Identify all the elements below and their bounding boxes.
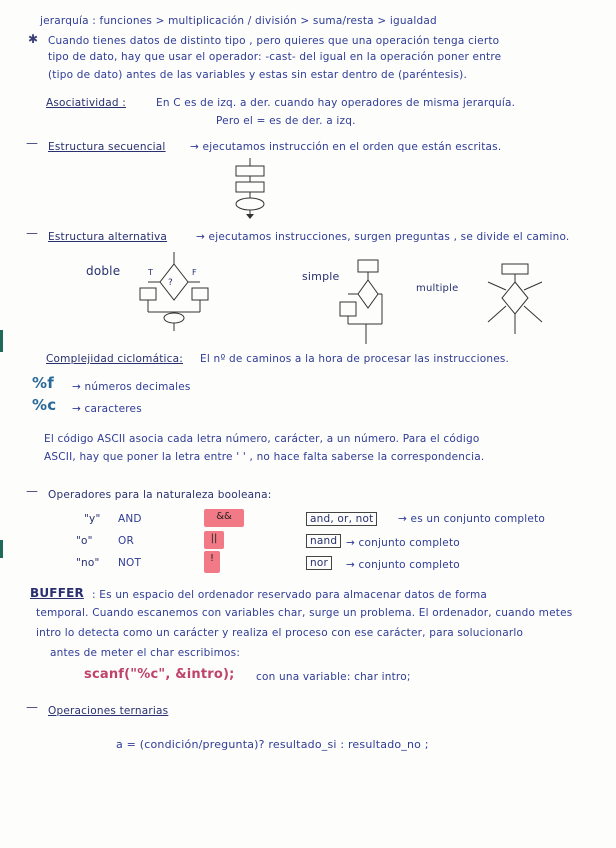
doble-t: T — [148, 268, 154, 277]
set-desc-2: → conjunto completo — [346, 537, 460, 549]
format-desc-c: → caracteres — [72, 403, 142, 415]
operators-label: Operadores para la naturaleza booleana: — [48, 489, 272, 501]
scanf-code: scanf("%c", &intro); — [84, 667, 235, 682]
op-symbol-and: && — [204, 509, 244, 527]
op-symbol-or: || — [204, 531, 224, 549]
doble-f: F — [192, 268, 197, 277]
margin-mark — [0, 540, 3, 558]
buffer-line-1: : Es un espacio del ordenador reservado para almacenar datos de forma — [92, 589, 488, 601]
simple-label: simple — [302, 270, 340, 283]
note-line-2: tipo de dato, hay que usar el operador: -cast- del igual en la operación poner entre — [48, 51, 502, 63]
op-name-or: OR — [118, 535, 134, 547]
set-and-or-not: and, or, not — [306, 512, 377, 526]
op-name-and: AND — [118, 513, 142, 525]
format-code-f: %f — [32, 374, 54, 392]
op-word-or: "o" — [76, 535, 93, 547]
buffer-line-2: temporal. Cuando escanemos con variables char, surge un problema. El ordenador, cuando metes — [36, 607, 573, 619]
associativity-line-1: En C es de izq. a der. cuando hay operadores de misma jerarquía. — [156, 97, 516, 109]
dash-icon: — — [26, 700, 38, 714]
dash-icon: — — [26, 226, 38, 240]
doble-flowchart — [136, 252, 212, 332]
buffer-line-3: intro lo detecta como un carácter y realiza el proceso con ese carácter, para solucionarlo — [36, 627, 524, 639]
set-desc-1: → es un conjunto completo — [398, 513, 546, 525]
alternative-text: → ejecutamos instrucciones, surgen preguntas , se divide el camino. — [196, 231, 570, 243]
alternative-label: Estructura alternativa — [48, 231, 168, 243]
dash-icon: — — [26, 484, 38, 498]
sequential-text: → ejecutamos instrucción en el orden que están escritas. — [190, 141, 502, 153]
ternary-expression: a = (condición/pregunta)? resultado_si : resultado_no ; — [116, 738, 429, 751]
dash-icon: — — [26, 136, 38, 150]
associativity-line-2: Pero el = es de der. a izq. — [216, 115, 356, 127]
scanf-note: con una variable: char intro; — [256, 671, 411, 683]
set-nand: nand — [306, 534, 341, 548]
bullet-icon: ✱ — [28, 32, 39, 46]
op-name-not: NOT — [118, 557, 142, 569]
complexity-label: Complejidad ciclomática: — [46, 353, 184, 365]
doble-q: ? — [168, 278, 173, 288]
op-word-not: "no" — [76, 557, 100, 569]
note-line-3: (tipo de dato) antes de las variables y estas sin estar dentro de (paréntesis). — [48, 69, 467, 81]
ternary-label: Operaciones ternarias — [48, 705, 169, 717]
format-desc-f: → números decimales — [72, 381, 191, 393]
complexity-text: El nº de caminos a la hora de procesar las instrucciones. — [200, 353, 510, 365]
associativity-label: Asociatividad : — [46, 97, 127, 109]
precedence-line: jerarquía : funciones > multiplicación / división > suma/resta > igualdad — [40, 15, 437, 27]
format-code-c: %c — [32, 396, 57, 414]
op-symbol-not: ! — [204, 551, 220, 573]
doble-label: doble — [86, 264, 121, 278]
multiple-label: multiple — [416, 283, 459, 294]
ascii-line-2: ASCII, hay que poner la letra entre ' ' , no hace falta saberse la correspondencia. — [44, 451, 485, 463]
margin-mark — [0, 330, 3, 352]
note-line-1: Cuando tienes datos de distinto tipo , pero quieres que una operación tenga cierto — [48, 35, 500, 47]
sequential-flowchart — [230, 158, 270, 220]
ascii-line-1: El código ASCII asocia cada letra número, carácter, a un número. Para el código — [44, 433, 480, 445]
buffer-label: BUFFER — [30, 586, 84, 600]
op-word-and: "y" — [84, 513, 101, 525]
buffer-line-4: antes de meter el char escribimos: — [50, 647, 241, 659]
simple-flowchart — [336, 256, 386, 346]
set-nor: nor — [306, 556, 332, 570]
set-desc-3: → conjunto completo — [346, 559, 460, 571]
sequential-label: Estructura secuencial — [48, 141, 166, 153]
multiple-flowchart — [480, 260, 550, 338]
